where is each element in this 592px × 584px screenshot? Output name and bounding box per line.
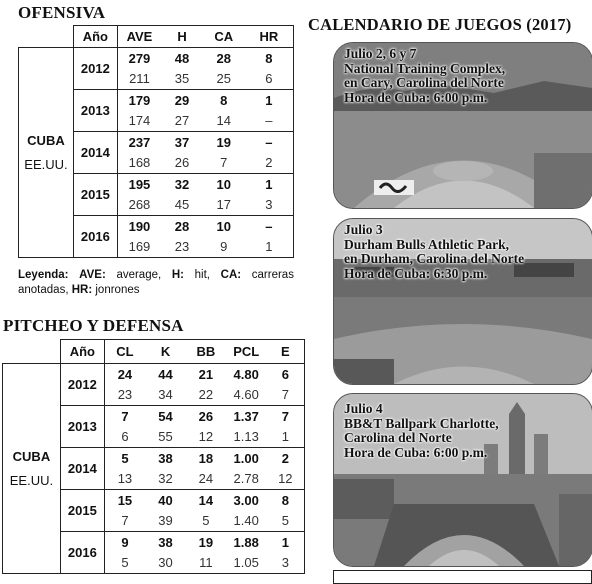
cuba-value-cell: 7	[104, 406, 145, 427]
cuba-value-cell: 1	[245, 174, 294, 195]
usa-value-cell: 169	[117, 237, 161, 258]
game-card-3	[333, 393, 592, 567]
game-card-1	[333, 42, 592, 209]
year-cell: 2013	[73, 90, 117, 132]
game-time: Hora de Cuba: 6:30 p.m.	[344, 265, 488, 281]
usa-value-cell: 7	[203, 153, 245, 174]
game-info-2	[344, 223, 524, 281]
cuba-value-cell: 1.37	[226, 406, 267, 427]
usa-value-cell: 5	[186, 511, 226, 532]
usa-value-cell: 32	[145, 469, 186, 490]
team-cell	[19, 48, 74, 258]
cuba-value-cell: 10	[203, 174, 245, 195]
usa-value-cell: 1.40	[226, 511, 267, 532]
usa-value-cell: 34	[145, 385, 186, 406]
game-card-2	[333, 218, 592, 385]
cuba-value-cell: 7	[267, 406, 305, 427]
pitching-table	[2, 339, 305, 574]
next-box	[333, 570, 592, 584]
legend-ave-val: average,	[116, 269, 162, 281]
usa-value-cell: 3	[245, 195, 294, 216]
cuba-value-cell: 32	[161, 174, 203, 195]
cuba-value-cell: 9	[104, 532, 145, 553]
cuba-value-cell: 21	[186, 364, 226, 385]
team-cuba-label: CUBA	[27, 132, 65, 148]
legend-h-val: hit,	[194, 269, 210, 281]
usa-value-cell: 11	[186, 553, 226, 574]
offense-table	[18, 25, 294, 258]
usa-value-cell: 5	[267, 511, 305, 532]
header-k: K	[145, 340, 186, 364]
legend-label: Leyenda:	[18, 269, 69, 281]
game-city: en Cary, Carolina del Norte	[344, 75, 504, 90]
game-date: Julio 4	[344, 401, 383, 416]
usa-value-cell: 39	[145, 511, 186, 532]
cuba-value-cell: 14	[186, 490, 226, 511]
cuba-value-cell: 190	[117, 216, 161, 237]
header-ave: AVE	[117, 26, 161, 48]
usa-value-cell: 27	[161, 111, 203, 132]
header-h: H	[161, 26, 203, 48]
usa-value-cell: –	[245, 111, 294, 132]
cuba-value-cell: 29	[161, 90, 203, 111]
cuba-value-cell: 28	[203, 48, 245, 69]
usa-value-cell: 23	[161, 237, 203, 258]
cuba-value-cell: –	[245, 132, 294, 153]
usa-value-cell: 30	[145, 553, 186, 574]
team-cell	[3, 364, 61, 574]
usa-value-cell: 22	[186, 385, 226, 406]
usa-value-cell: 14	[203, 111, 245, 132]
usa-value-cell: 7	[104, 511, 145, 532]
header-year: Año	[60, 340, 104, 364]
cuba-value-cell: 5	[104, 448, 145, 469]
year-cell: 2014	[73, 132, 117, 174]
cuba-value-cell: 38	[145, 448, 186, 469]
team-usa-label: EE.UU.	[24, 156, 68, 172]
usa-value-cell: 35	[161, 69, 203, 90]
usa-value-cell: 45	[161, 195, 203, 216]
usa-value-cell: 168	[117, 153, 161, 174]
cuba-value-cell: 37	[161, 132, 203, 153]
header-cl: CL	[104, 340, 145, 364]
game-date: Julio 2, 6 y 7	[344, 46, 417, 61]
cuba-value-cell: 19	[203, 132, 245, 153]
year-cell: 2016	[73, 216, 117, 258]
year-cell: 2012	[60, 364, 104, 406]
cuba-value-cell: 3.00	[226, 490, 267, 511]
cuba-value-cell: 40	[145, 490, 186, 511]
legend-ave-key: AVE:	[79, 269, 106, 281]
year-cell: 2015	[73, 174, 117, 216]
usa-value-cell: 174	[117, 111, 161, 132]
cuba-value-cell: 279	[117, 48, 161, 69]
usa-value-cell: 1	[267, 427, 305, 448]
cuba-value-cell: 54	[145, 406, 186, 427]
cuba-value-cell: 15	[104, 490, 145, 511]
header-pcl: PCL	[226, 340, 267, 364]
game-venue: National Training Complex,	[344, 60, 506, 76]
year-cell: 2016	[60, 532, 104, 574]
game-city: en Durham, Carolina del Norte	[344, 251, 525, 266]
table-row	[19, 48, 294, 69]
game-time: Hora de Cuba: 6:00 p.m.	[344, 444, 488, 460]
game-city: Carolina del Norte	[344, 430, 452, 445]
usa-value-cell: 17	[203, 195, 245, 216]
usa-value-cell: 13	[104, 469, 145, 490]
cuba-value-cell: 44	[145, 364, 186, 385]
legend-hr-key: HR:	[71, 284, 93, 296]
usa-value-cell: 6	[104, 427, 145, 448]
cuba-value-cell: 1	[245, 90, 294, 111]
team-usa-label: EE.UU.	[9, 472, 54, 488]
usa-value-cell: 12	[267, 469, 305, 490]
year-cell: 2013	[60, 406, 104, 448]
game-venue: Durham Bulls Athletic Park,	[344, 236, 510, 252]
usa-value-cell: 6	[245, 69, 294, 90]
pitching-title: PITCHEO Y DEFENSA	[3, 316, 184, 335]
calendar-title: CALENDARIO DE JUEGOS (2017)	[308, 15, 572, 34]
legend-ca-val: carreras anotadas,	[18, 269, 294, 296]
cuba-value-cell: 26	[186, 406, 226, 427]
cuba-value-cell: 195	[117, 174, 161, 195]
year-cell: 2012	[73, 48, 117, 90]
usa-value-cell: 23	[104, 385, 145, 406]
usa-value-cell: 4.60	[226, 385, 267, 406]
usa-value-cell: 3	[267, 553, 305, 574]
usa-value-cell: 24	[186, 469, 226, 490]
header-blank	[19, 26, 74, 48]
game-info-3	[344, 402, 499, 460]
cuba-value-cell: 2	[267, 448, 305, 469]
offense-title: OFENSIVA	[18, 3, 106, 22]
cuba-value-cell: 6	[267, 364, 305, 385]
cuba-value-cell: 8	[245, 48, 294, 69]
usa-value-cell: 1	[245, 237, 294, 258]
usa-value-cell: 25	[203, 69, 245, 90]
cuba-value-cell: 38	[145, 532, 186, 553]
header-blank	[3, 340, 61, 364]
usa-value-cell: 12	[186, 427, 226, 448]
usa-value-cell: 55	[145, 427, 186, 448]
cuba-value-cell: 8	[267, 490, 305, 511]
cuba-value-cell: 10	[203, 216, 245, 237]
cuba-value-cell: 1.00	[226, 448, 267, 469]
year-cell: 2015	[60, 490, 104, 532]
header-bb: BB	[186, 340, 226, 364]
cuba-value-cell: 8	[203, 90, 245, 111]
usa-value-cell: 2.78	[226, 469, 267, 490]
game-time: Hora de Cuba: 6:00 p.m.	[344, 89, 488, 105]
game-venue: BB&T Ballpark Charlotte,	[344, 415, 499, 431]
usa-value-cell: 1.13	[226, 427, 267, 448]
usa-value-cell: 211	[117, 69, 161, 90]
header-hr: HR	[245, 26, 294, 48]
cuba-value-cell: 18	[186, 448, 226, 469]
offense-legend	[18, 268, 294, 298]
usa-value-cell: 2	[245, 153, 294, 174]
legend-h-key: H:	[171, 269, 184, 281]
header-ca: CA	[203, 26, 245, 48]
cuba-value-cell: 48	[161, 48, 203, 69]
cuba-value-cell: 1	[267, 532, 305, 553]
usa-value-cell: 9	[203, 237, 245, 258]
cuba-value-cell: 19	[186, 532, 226, 553]
team-cuba-label: CUBA	[12, 448, 51, 464]
table-row	[3, 364, 305, 385]
game-date: Julio 3	[344, 222, 383, 237]
usa-value-cell: 7	[267, 385, 305, 406]
cuba-value-cell: 1.88	[226, 532, 267, 553]
cuba-value-cell: 24	[104, 364, 145, 385]
game-info-1	[344, 47, 505, 105]
legend-ca-key: CA:	[220, 269, 242, 281]
cuba-value-cell: 179	[117, 90, 161, 111]
cuba-value-cell: 4.80	[226, 364, 267, 385]
year-cell: 2014	[60, 448, 104, 490]
usa-value-cell: 268	[117, 195, 161, 216]
legend-hr-val: jonrones	[95, 284, 140, 296]
cuba-value-cell: 237	[117, 132, 161, 153]
header-e: E	[267, 340, 305, 364]
cuba-value-cell: –	[245, 216, 294, 237]
header-year: Año	[73, 26, 117, 48]
usa-value-cell: 1.05	[226, 553, 267, 574]
cuba-value-cell: 28	[161, 216, 203, 237]
usa-value-cell: 26	[161, 153, 203, 174]
usa-value-cell: 5	[104, 553, 145, 574]
